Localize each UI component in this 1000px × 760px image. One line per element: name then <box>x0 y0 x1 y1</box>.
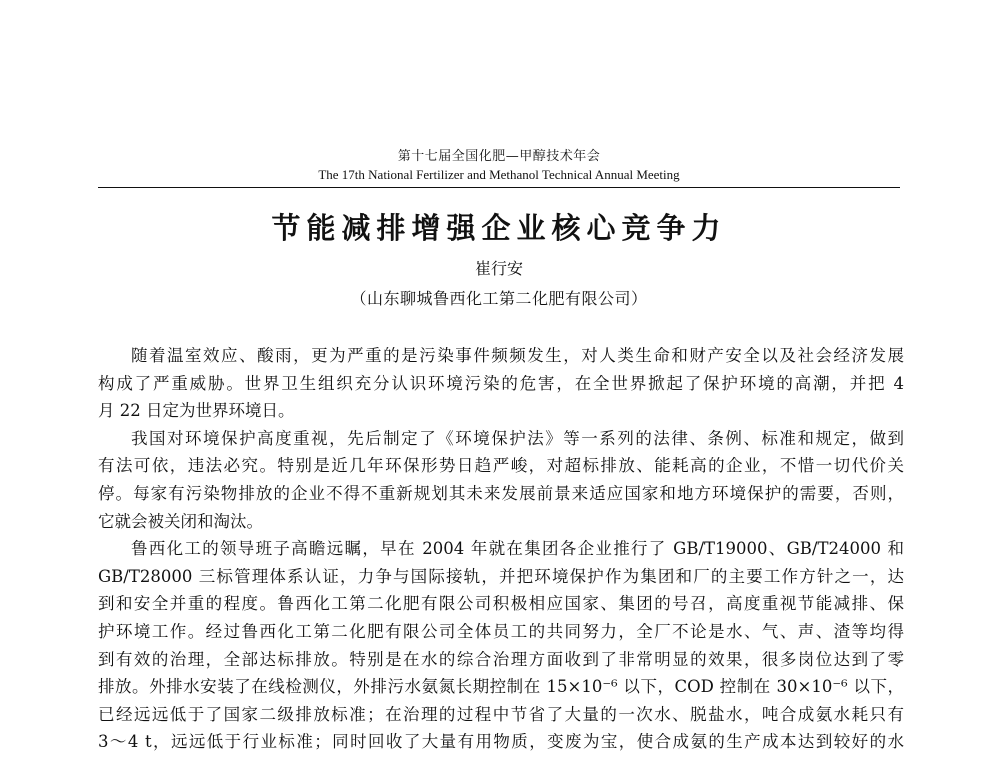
body-line: 排放。外排水安装了在线检测仪，外排污水氨氮长期控制在 15×10⁻⁶ 以下，COD 控制在 30×10⁻⁶ 以下， <box>98 677 904 697</box>
conference-title-cn: 第十七届全国化肥—甲醇技术年会 <box>397 149 601 164</box>
article-author: 崔行安 <box>474 259 523 278</box>
body-line: 到有效的治理，全部达标排放。特别是在水的综合治理方面收到了非常明显的效果，很多岗位达到了零 <box>98 649 904 669</box>
article-affiliation: （山东聊城鲁西化工第二化肥有限公司） <box>350 289 648 308</box>
running-header <box>98 148 900 184</box>
body-line: GB/T28000 三标管理体系认证，力争与国际接轨，并把环境保护作为集团和厂的主要工作方针之一，达 <box>98 566 904 586</box>
body-line: 我国对环境保护高度重视，先后制定了《环境保护法》等一系列的法律、条例、标准和规定，做到 <box>131 428 904 448</box>
body-line: 有法可依，违法必究。特别是近几年环保形势日趋严峻，对超标排放、能耗高的企业，不惜一切代价关 <box>98 456 904 476</box>
body-line: 鲁西化工的领导班子高瞻远瞩，早在 2004 年就在集团各企业推行了 GB/T19000、GB/T24000 和 <box>131 539 904 559</box>
body-line: 已经远远低于了国家二级排放标准；在治理的过程中节省了大量的一次水、脱盐水，吨合成氨水耗只有 <box>98 704 904 724</box>
body-line: 到和安全并重的程度。鲁西化工第二化肥有限公司积极相应国家、集团的号召，高度重视节能减排、保 <box>98 594 904 614</box>
body-line: 停。每家有污染物排放的企业不得不重新规划其未来发展前景来适应国家和地方环境保护的需要，否则， <box>98 483 904 503</box>
article-body <box>98 342 904 756</box>
body-line: 随着温室效应、酸雨，更为严重的是污染事件频频发生，对人类生命和财产安全以及社会经济发展 <box>131 346 904 365</box>
body-line: 它就会被关闭和淘汰。 <box>98 511 263 531</box>
body-line: 3～4 t，远远低于行业标准；同时回收了大量有用物质，变废为宝，使合成氨的生产成本达到较好的水 <box>98 732 904 752</box>
body-line: 月 22 日定为世界环境日。 <box>98 401 295 421</box>
body-line: 护环境工作。经过鲁西化工第二化肥有限公司全体员工的共同努力，全厂不论是水、气、声、渣等均得 <box>98 621 904 641</box>
header-divider <box>98 187 900 188</box>
conference-title-en: The 17th National Fertilizer and Methanol Technical Annual Meeting <box>318 167 680 182</box>
body-line: 构成了严重威胁。世界卫生组织充分认识环境污染的危害，在全世界掀起了保护环境的高潮，并把 4 <box>98 373 904 393</box>
article-title: 节能减排增强企业核心竞争力 <box>271 211 727 245</box>
